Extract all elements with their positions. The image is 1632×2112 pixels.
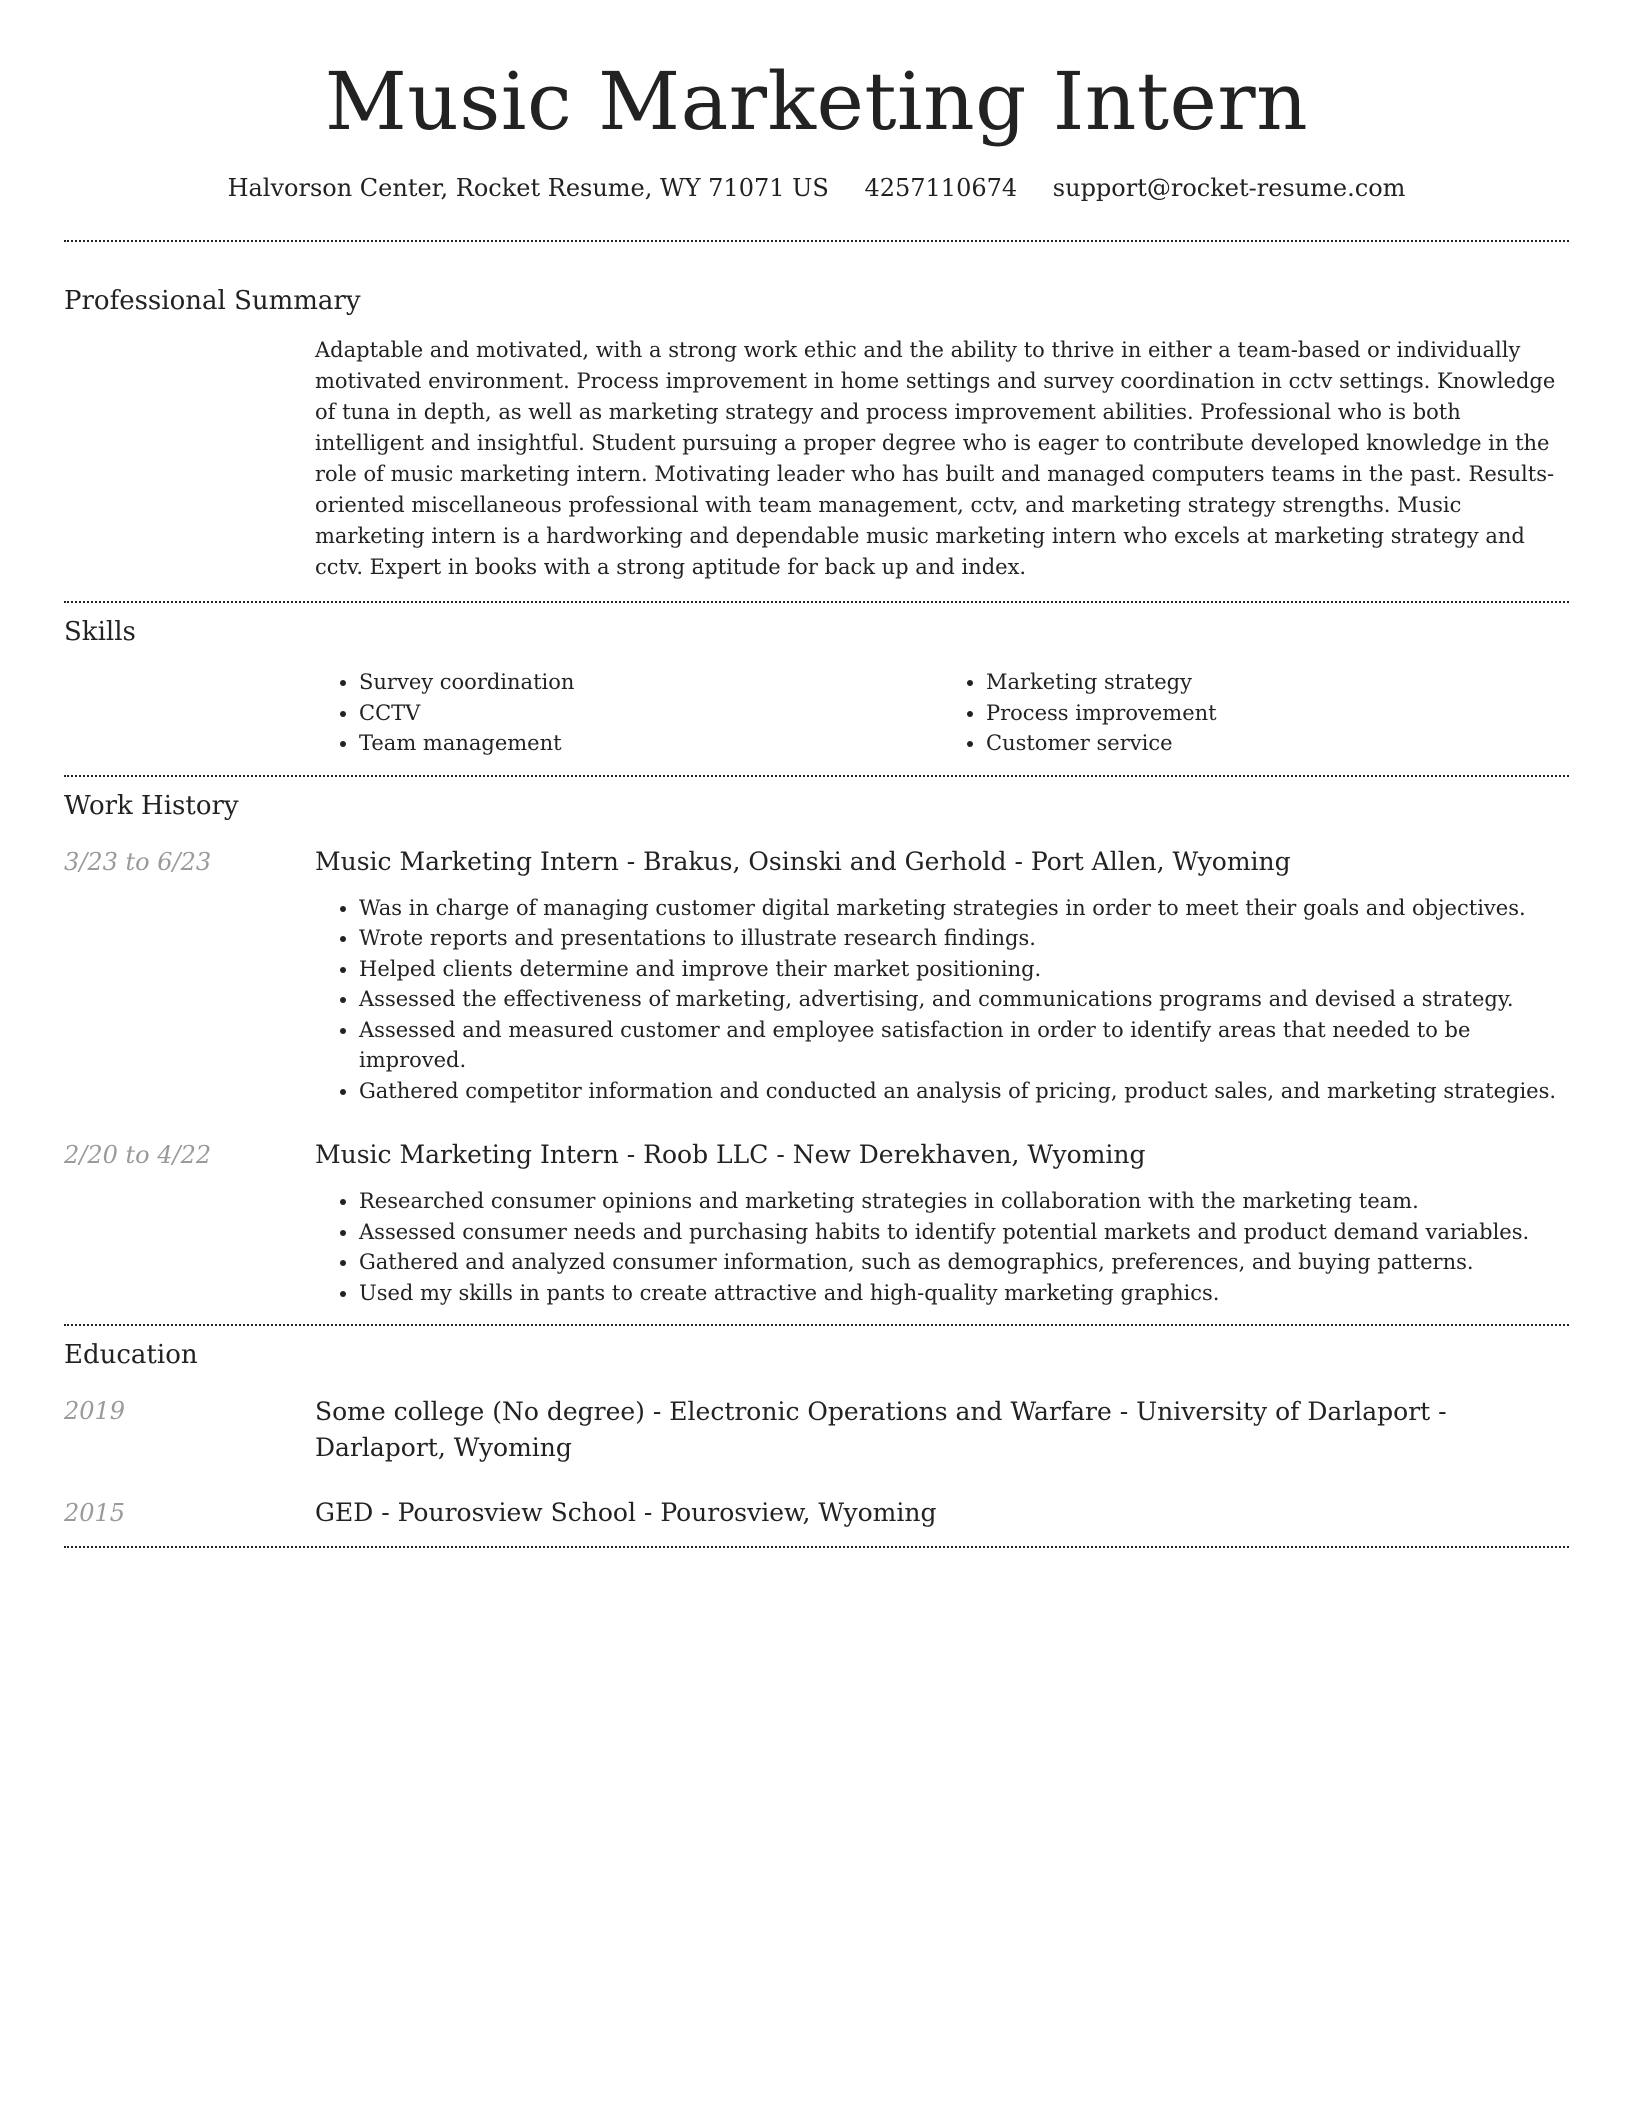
education-divider <box>64 1546 1569 1548</box>
job-bullet: • Researched consumer opinions and marketing strategies in collaboration with the marketing team. <box>359 1186 1569 1217</box>
job-bullet: • Wrote reports and presentations to illustrate research findings. <box>359 923 1569 954</box>
job-entry <box>64 845 1569 1107</box>
education-year: 2019 <box>64 1397 126 1425</box>
work-title: Work History <box>64 790 239 821</box>
job-bullet: • Assessed the effectiveness of marketing, advertising, and communications programs and devised a strategy. <box>359 984 1569 1015</box>
job-bullet: • Gathered competitor information and conducted an analysis of pricing, product sales, and marketing strategies. <box>359 1076 1569 1107</box>
education-entry <box>64 1496 1569 1530</box>
education-title: Education <box>64 1340 198 1370</box>
education-text: Some college (No degree) - Electronic Operations and Warfare - University of Darlaport - Darlaport, Wyoming <box>315 1397 1447 1462</box>
job-title: Music Marketing Intern - Brakus, Osinski and Gerhold - Port Allen, Wyoming <box>315 846 1291 876</box>
summary-title: Professional Summary <box>64 286 361 316</box>
skill-item: • Customer service <box>986 728 1569 759</box>
job-dates: 2/20 to 4/22 <box>64 1141 212 1169</box>
skill-item: • CCTV <box>359 698 942 729</box>
skill-item: • Process improvement <box>986 698 1569 729</box>
skills-title: Skills <box>64 617 136 647</box>
resume-page <box>64 0 1569 1548</box>
skill-item: • Survey coordination <box>359 667 942 698</box>
education-section <box>64 1326 1569 1530</box>
job-bullet: • Gathered and analyzed consumer information, such as demographics, preferences, and buying patterns. <box>359 1247 1569 1278</box>
summary-section <box>64 242 1569 583</box>
contact-line <box>64 172 1569 204</box>
job-title: Music Marketing Intern - Roob LLC - New Derekhaven, Wyoming <box>315 1140 1146 1169</box>
skills-list-right <box>942 667 1569 759</box>
skills-section <box>64 603 1569 759</box>
education-text: GED - Pourosview School - Pourosview, Wyoming <box>315 1498 937 1527</box>
job-entry <box>64 1138 1569 1308</box>
summary-text: Adaptable and motivated, with a strong work ethic and the ability to thrive in either a team-based or individually motivated environment. Process improvement in home settings and survey coordination in cctv settings. Knowledge of tuna in depth, as well as marketing strategy and process improvement abilities. Professional who is both intelligent and insightful. Student pursuing a proper degree who is eager to contribute developed knowledge in the role of music marketing intern. Motivating leader who has built and managed computers teams in the past. Results-oriented miscellaneous professional with team management, cctv, and marketing strategy strengths. Music marketing intern is a hardworking and dependable music marketing intern who excels at marketing strategy and cctv. Expert in books with a strong aptitude for back up and index. <box>315 338 1556 579</box>
work-section <box>64 777 1569 1309</box>
skill-item: • Team management <box>359 728 942 759</box>
job-bullet: • Helped clients determine and improve their market positioning. <box>359 954 1569 985</box>
skill-item: • Marketing strategy <box>986 667 1569 698</box>
contact-email: support@rocket-resume.com <box>1052 174 1406 202</box>
job-bullet: • Used my skills in pants to create attractive and high-quality marketing graphics. <box>359 1278 1569 1309</box>
education-entry <box>64 1394 1569 1466</box>
job-bullet: • Assessed and measured customer and employee satisfaction in order to identify areas that needed to be improved. <box>359 1015 1569 1076</box>
job-bullets <box>315 893 1569 1107</box>
skills-list-left <box>315 667 942 759</box>
contact-phone: 4257110674 <box>864 174 1018 202</box>
name-heading: Music Marketing Intern <box>324 55 1309 148</box>
education-year: 2015 <box>64 1499 126 1527</box>
job-bullet: • Assessed consumer needs and purchasing habits to identify potential markets and product demand variables. <box>359 1217 1569 1248</box>
contact-address: Halvorson Center, Rocket Resume, WY 71071 US <box>227 174 829 202</box>
job-bullet: • Was in charge of managing customer digital marketing strategies in order to meet their goals and objectives. <box>359 893 1569 924</box>
job-dates: 3/23 to 6/23 <box>64 847 212 876</box>
job-bullets <box>315 1186 1569 1308</box>
